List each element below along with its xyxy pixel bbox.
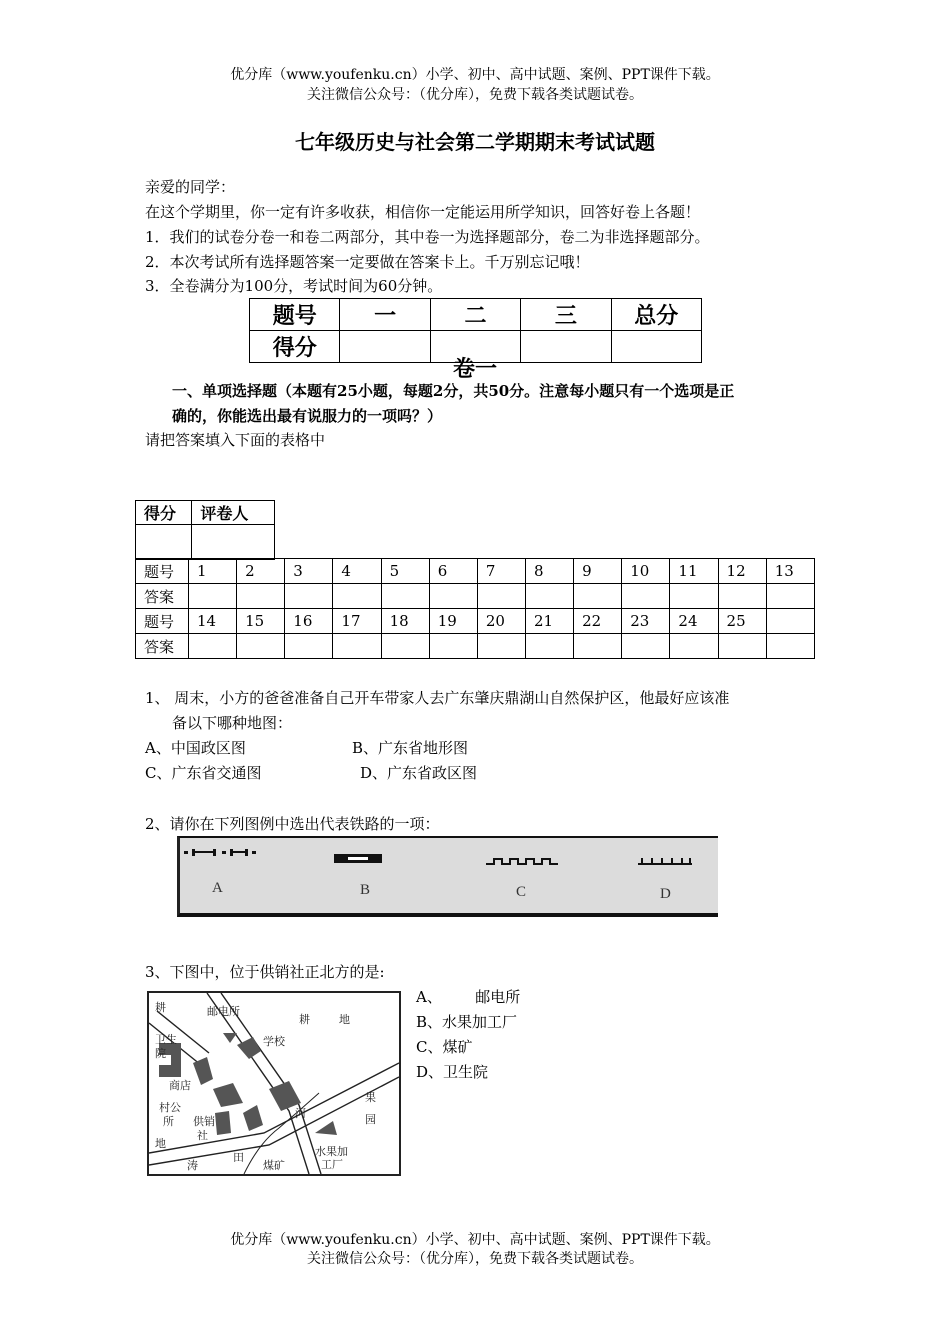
legend-label-b: B [360, 882, 371, 898]
num-cell: 11 [670, 559, 718, 584]
answer-cell[interactable] [525, 634, 573, 659]
map-label-fruit1: 水果加 [315, 1145, 348, 1158]
answer-table [135, 558, 815, 659]
part1-heading-1: 一、单项选择题（本题有25小题，每题2分，共50分。注意每小题只有一个选项是正 [172, 382, 735, 400]
score-header-cell: 总分 [611, 299, 701, 331]
q1-option-b[interactable]: B、广东省地形图 [352, 739, 469, 757]
q3-option-c[interactable]: C、煤矿 [416, 1038, 473, 1056]
rule-3: 3．全卷满分为100分，考试时间为60分钟。 [145, 277, 443, 295]
num-cell: 5 [381, 559, 429, 584]
num-cell: 2 [237, 559, 285, 584]
num-cell: 10 [622, 559, 670, 584]
q1-stem-1: 1、 周末，小方的爸爸准备自己开车带家人去广东肇庆鼎湖山自然保护区，他最好应该准 [145, 689, 730, 707]
header-line-2: 关注微信公众号：（优分库），免费下载各类试题试卷。 [307, 87, 643, 103]
map-label-post: 邮电所 [207, 1005, 240, 1018]
num-cell: 8 [525, 559, 573, 584]
map-label-di2: 地 [155, 1137, 166, 1150]
answer-num-row-2 [136, 609, 815, 634]
map-label-tao: 涛 [187, 1159, 198, 1172]
num-cell: 22 [574, 609, 622, 634]
answer-cell[interactable] [766, 634, 814, 659]
num-cell: 14 [189, 609, 237, 634]
answer-row-2 [136, 634, 815, 659]
legend-d-symbol [638, 858, 692, 864]
num-cell: 7 [477, 559, 525, 584]
map-label-di1: 地 [339, 1013, 350, 1026]
score-header-cell: 三 [521, 299, 611, 331]
num-cell: 13 [766, 559, 814, 584]
num-cell: 4 [333, 559, 381, 584]
grader-score-label: 得分 [136, 501, 192, 525]
answer-cell[interactable] [525, 584, 573, 609]
num-cell: 24 [670, 609, 718, 634]
map-label-coop1: 供销 [193, 1115, 215, 1128]
score-header-cell: 一 [340, 299, 430, 331]
map-label-geng1: 耕 [155, 1001, 166, 1014]
q1-option-c[interactable]: C、广东省交通图 [145, 764, 262, 782]
q3-stem: 3、下图中，位于供销社正北方的是: [145, 963, 385, 981]
q3-option-d[interactable]: D、卫生院 [416, 1063, 489, 1081]
ans-label: 答案 [136, 584, 189, 609]
legend-label-d: D [660, 886, 671, 902]
part1-instruction: 请把答案填入下面的表格中 [145, 431, 326, 449]
num-cell: 17 [333, 609, 381, 634]
legend-c-symbol [486, 859, 558, 864]
page-title: 七年级历史与社会第二学期期末考试试题 [295, 130, 655, 154]
answer-cell[interactable] [477, 634, 525, 659]
grader-name-label: 评卷人 [192, 501, 275, 525]
legend-label-a: A [212, 880, 223, 896]
legend-label-c: C [516, 884, 527, 900]
answer-cell[interactable] [766, 584, 814, 609]
village-map [147, 991, 401, 1176]
answer-cell[interactable] [429, 584, 477, 609]
footer-line-1: 优分库（www.youfenku.cn）小学、初中、高中试题、案例、PPT课件下载。 [230, 1232, 720, 1248]
answer-cell[interactable] [477, 584, 525, 609]
map-label-village1: 村公 [159, 1101, 181, 1114]
num-cell: 19 [429, 609, 477, 634]
rule-2: 2．本次考试所有选择题答案一定要做在答案卡上。千万别忘记哦！ [145, 253, 590, 271]
ans-label: 答案 [136, 634, 189, 659]
map-label-orch2: 园 [365, 1113, 376, 1126]
rule-1: 1．我们的试卷分卷一和卷二两部分，其中卷一为选择题部分，卷二为非选择题部分。 [145, 228, 710, 246]
map-label-school: 学校 [263, 1035, 285, 1048]
railway-legend-image [177, 836, 718, 917]
answer-cell[interactable] [574, 584, 622, 609]
intro-sentence: 在这个学期里，你一定有许多收获，相信你一定能运用所学知识，回答好卷上各题！ [145, 203, 701, 221]
answer-cell[interactable] [333, 634, 381, 659]
answer-cell[interactable] [670, 634, 718, 659]
score-header-cell: 题号 [250, 299, 340, 331]
num-cell: 6 [429, 559, 477, 584]
answer-cell[interactable] [670, 584, 718, 609]
legend-symbols [180, 838, 718, 913]
grader-name-cell[interactable] [192, 525, 275, 560]
map-drawing [149, 993, 399, 1174]
q1-stem-2: 备以下哪种地图： [172, 714, 293, 732]
map-label-river: 河 [295, 1107, 306, 1120]
part1-heading-2: 确的，你能选出最有说服力的一项吗？） [172, 407, 443, 425]
map-label-village2: 所 [163, 1115, 174, 1128]
q3-option-a[interactable]: A、 邮电所 [416, 988, 521, 1006]
score-header-cell: 二 [430, 299, 520, 331]
answer-cell[interactable] [189, 584, 237, 609]
answer-cell[interactable] [285, 634, 333, 659]
num-cell: 9 [574, 559, 622, 584]
answer-cell[interactable] [574, 634, 622, 659]
answer-cell[interactable] [622, 584, 670, 609]
footer-line-2: 关注微信公众号：（优分库），免费下载各类试题试卷。 [307, 1251, 643, 1267]
answer-cell[interactable] [333, 584, 381, 609]
map-label-hosp1: 卫生 [155, 1033, 177, 1046]
answer-cell[interactable] [718, 584, 766, 609]
answer-cell[interactable] [381, 584, 429, 609]
answer-cell[interactable] [622, 634, 670, 659]
map-label-hosp2: 院 [155, 1047, 166, 1060]
num-label: 题号 [136, 559, 189, 584]
grader-table [135, 500, 275, 560]
greeting: 亲爱的同学： [145, 178, 236, 196]
num-label: 题号 [136, 609, 189, 634]
answer-row-1 [136, 584, 815, 609]
num-cell [766, 609, 814, 634]
num-cell: 15 [237, 609, 285, 634]
q3-option-b[interactable]: B、水果加工厂 [416, 1013, 518, 1031]
answer-cell[interactable] [429, 634, 477, 659]
num-cell: 20 [477, 609, 525, 634]
answer-cell[interactable] [237, 634, 285, 659]
legend-a-symbol [184, 849, 256, 856]
answer-num-row-1 [136, 559, 815, 584]
map-label-coop2: 社 [197, 1129, 208, 1142]
num-cell: 25 [718, 609, 766, 634]
answer-cell[interactable] [381, 634, 429, 659]
answer-cell[interactable] [285, 584, 333, 609]
answer-cell[interactable] [718, 634, 766, 659]
num-cell: 18 [381, 609, 429, 634]
q1-option-d[interactable]: D、广东省政区图 [360, 764, 478, 782]
num-cell: 21 [525, 609, 573, 634]
map-label-shop: 商店 [169, 1079, 191, 1092]
num-cell: 16 [285, 609, 333, 634]
map-label-fruit2: 工厂 [321, 1158, 343, 1171]
answer-cell[interactable] [237, 584, 285, 609]
grader-score-cell[interactable] [136, 525, 192, 560]
num-cell: 3 [285, 559, 333, 584]
map-label-tian: 田 [233, 1151, 244, 1164]
num-cell: 23 [622, 609, 670, 634]
header-line-1: 优分库（www.youfenku.cn）小学、初中、高中试题、案例、PPT课件下载。 [230, 67, 720, 83]
q1-option-a[interactable]: A、中国政区图 [145, 739, 246, 757]
legend-b-symbol [334, 854, 382, 863]
map-label-mine: 煤矿 [263, 1159, 285, 1172]
map-label-orch1: 果 [365, 1091, 376, 1104]
answer-cell[interactable] [189, 634, 237, 659]
num-cell: 12 [718, 559, 766, 584]
num-cell: 1 [189, 559, 237, 584]
section-title: 卷一 [452, 356, 497, 382]
score-row-label: 得分 [250, 331, 340, 363]
map-label-geng2: 耕 [299, 1013, 310, 1026]
q2-stem: 2、请你在下列图例中选出代表铁路的一项： [145, 815, 440, 833]
